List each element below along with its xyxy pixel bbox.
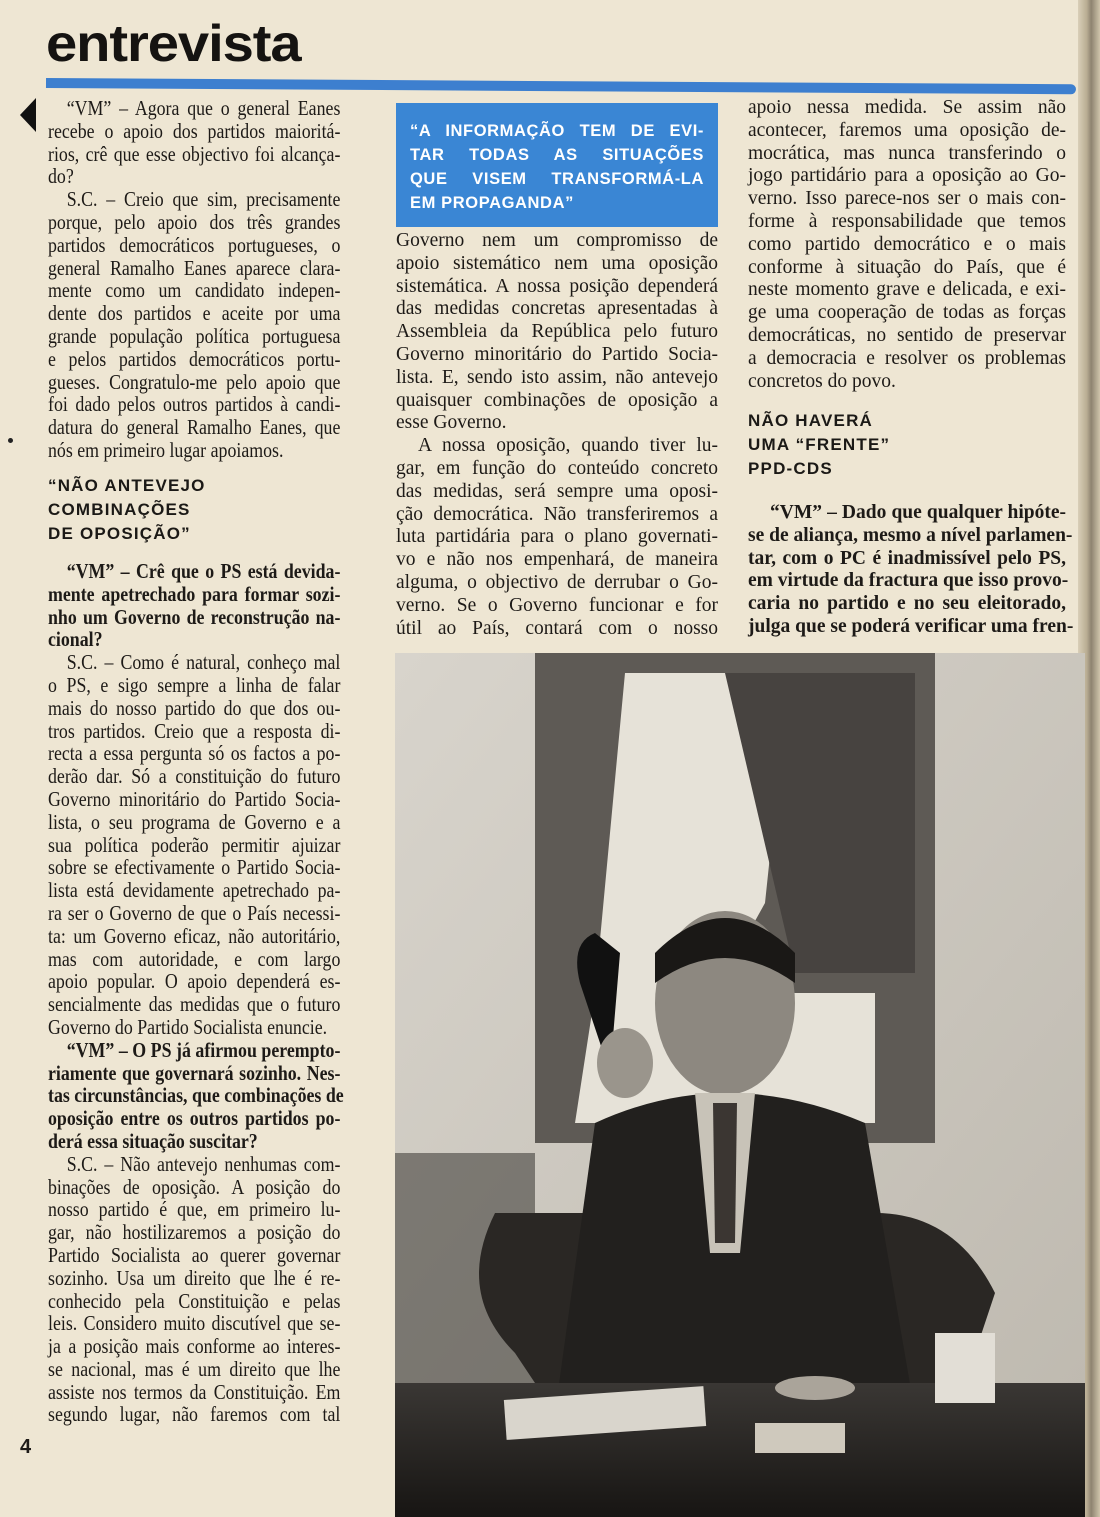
- text-line: S.C. – Não antevejo nenhumas com-: [66, 1151, 341, 1176]
- blue-rule: [46, 78, 1076, 94]
- text-line: útil ao País, contará com o nosso: [396, 617, 718, 639]
- text-line: cional?: [48, 627, 103, 652]
- text-line: rios, crê que esse objectivo foi alcança-: [48, 141, 341, 166]
- paragraph: [48, 651, 340, 1039]
- text-line: concretos do povo.: [748, 370, 896, 392]
- page-number: 4: [20, 1436, 32, 1458]
- section-title: entrevista: [46, 15, 301, 73]
- text-line: verno. Se o Governo funcionar e for: [396, 594, 718, 616]
- heading-line: COMBINAÇÕES: [48, 500, 191, 519]
- text-line: verno. Isso parece-nos ser o mais con-: [748, 188, 1066, 210]
- text-line: sua política poderão permitir ajuizar: [48, 832, 341, 857]
- paragraph: [48, 97, 340, 188]
- text-line: binações de oposição. A posição do: [48, 1174, 341, 1199]
- text-line: general Ramalho Eanes aparece clara-: [48, 255, 341, 280]
- text-line: sistemática. A nossa posição dependerá: [396, 275, 718, 297]
- photo-man-on-telephone: [395, 653, 1085, 1517]
- text-line: derá essa situação suscitar?: [48, 1128, 258, 1153]
- text-line: apoio popular. O apoio dependerá es-: [48, 969, 341, 994]
- text-line: mente como um candidato indepen-: [48, 278, 341, 303]
- text-line: conforme à situação do País, que é: [748, 256, 1066, 278]
- text-line: “VM” – O PS já afirmou perempto-: [66, 1037, 341, 1062]
- text-line: datura do general Ramalho Eanes, que: [48, 415, 341, 440]
- text-line: S.C. – Creio que sim, precisamente: [66, 187, 341, 212]
- paragraph: [48, 1153, 340, 1427]
- text-line: caria no partido e no seu eleitorado,: [748, 593, 1066, 615]
- text-line: lista. E, sendo isto assim, não antevejo: [396, 366, 718, 388]
- text-line: das medidas, será sempre uma oposi-: [396, 480, 718, 502]
- heading-line: NÃO HAVERÁ: [748, 411, 874, 430]
- text-line: conhecido pela Constituição e pelas: [48, 1288, 341, 1313]
- text-line: “VM” – Agora que o general Eanes: [66, 96, 341, 120]
- pull-quote-box: [396, 103, 718, 227]
- text-line: sobre se efectivamente o Partido Socia-: [48, 855, 341, 880]
- interviewer-question: [48, 560, 340, 651]
- text-line: S.C. – Como é natural, conheço mal: [66, 650, 341, 675]
- text-line: Assembleia da República pelo futuro: [396, 321, 718, 343]
- pull-quote-line: “A INFORMAÇÃO TEM DE EVI-: [410, 122, 704, 140]
- text-line: ção democrática. Não transferiremos a: [396, 503, 718, 525]
- text-line: lista, o seu programa de Governo e a: [48, 809, 341, 834]
- text-line: luta partidária para o plano governati-: [396, 526, 718, 548]
- text-line: Partido Socialista ao querer governar: [48, 1242, 341, 1267]
- text-line: mais do nosso partido do que dos ou-: [48, 695, 341, 720]
- text-line: oposição entre os outros partidos po-: [48, 1106, 341, 1131]
- text-line: apoio nessa medida. Se assim não: [748, 97, 1066, 118]
- text-line: e pelos partidos democráticos portu-: [48, 346, 341, 371]
- text-line: julga que se poderá verificar uma fren-: [748, 615, 1074, 637]
- text-line: ta: um Governo eficaz, não autoritário,: [48, 923, 341, 948]
- margin-dot: [8, 438, 13, 443]
- text-line: mocrática, mas nunca transferindo o: [748, 142, 1066, 164]
- text-line: riamente que governará sozinho. Nes-: [48, 1060, 341, 1085]
- text-line: se nacional, mas é um direito que lhe: [48, 1356, 341, 1381]
- paragraph: [748, 97, 1066, 393]
- paragraph: [396, 230, 718, 435]
- text-line: grande população política portuguesa: [48, 323, 341, 348]
- text-line: tar, com o PC é inadmissível pelo PS,: [748, 547, 1066, 569]
- text-line: gar, em função do conteúdo concreto: [396, 457, 718, 479]
- text-line: recta a essa pergunta só os factos a po-: [48, 741, 341, 766]
- text-line: neste momento grave e delicada, e exi-: [748, 279, 1066, 301]
- text-line: Governo nem um compromisso de: [396, 230, 718, 251]
- heading-line: DE OPOSIÇÃO”: [48, 524, 191, 543]
- column-2: [396, 230, 718, 640]
- text-line: ra ser o Governo de que o País necessi-: [48, 900, 341, 925]
- text-line: Governo minoritário do Partido Socia-: [48, 786, 341, 811]
- text-line: “VM” – Crê que o PS está devida-: [66, 559, 341, 583]
- text-line: o PS, e sigo sempre a linha de falar: [48, 672, 341, 697]
- text-line: gar, não hostilizaremos a posição do: [48, 1220, 341, 1245]
- text-line: acontecer, faremos uma oposição de-: [748, 119, 1066, 141]
- text-line: apoio sistemático nem uma oposição: [396, 252, 718, 274]
- heading-line: UMA “FRENTE”: [748, 435, 891, 454]
- paragraph: [48, 188, 340, 462]
- text-line: sencialmente das medidas que o futuro: [48, 992, 341, 1017]
- text-line: nho um Governo de reconstrução na-: [48, 604, 341, 629]
- text-line: ja a posição mais conforme ao interes-: [48, 1334, 341, 1359]
- text-line: esse Governo.: [396, 412, 507, 434]
- text-line: vo e não nos empenhará, de maneira: [396, 549, 718, 571]
- text-line: a democracia e resolver os problemas: [748, 347, 1066, 369]
- arrow-left-icon: [20, 98, 36, 132]
- text-line: recebe o apoio dos partidos maioritá-: [48, 118, 341, 143]
- text-line: Governo do Partido Socialista enuncie.: [48, 1014, 328, 1039]
- text-line: se de aliança, mesmo a nível parlamen-: [748, 524, 1073, 546]
- subheading-frente: [748, 409, 890, 481]
- text-line: mente apetrechado para formar sozi-: [48, 581, 341, 606]
- text-line: tros partidos. Creio que a resposta di-: [48, 718, 341, 743]
- text-line: alguma, o objectivo de derrubar o Go-: [396, 571, 718, 593]
- text-line: jogo partidário para a oposição ao Go-: [748, 165, 1066, 187]
- subheading-nao-antevejo: [48, 474, 206, 546]
- text-line: democráticas, no sentido de preservar: [748, 324, 1066, 346]
- text-line: mas com autoridade, e com largo: [48, 946, 341, 971]
- text-line: porque, pelo apoio dos três grandes: [48, 209, 341, 234]
- column-3-top: [748, 97, 1066, 393]
- column-1-bottom: [48, 559, 344, 1427]
- text-line: nós em primeiro lugar apoiamos.: [48, 437, 284, 462]
- text-line: derão dar. Só a constituição do futuro: [48, 764, 341, 789]
- text-line: A nossa oposição, quando tiver lu-: [418, 435, 718, 457]
- text-line: “VM” – Dado que qualquer hipóte-: [770, 502, 1066, 523]
- text-line: lista está devidamente apetrechado pa-: [48, 878, 341, 903]
- text-line: leis. Considero muito discutível que se-: [48, 1311, 341, 1336]
- text-line: do?: [48, 164, 74, 189]
- text-line: segundo lugar, não faremos com tal: [48, 1402, 341, 1427]
- text-line: em virtude da fractura que isso provo-: [748, 570, 1069, 592]
- interviewer-question: [48, 1037, 344, 1153]
- column-1-top: [48, 97, 340, 462]
- text-line: quaisquer combinações de oposição a: [396, 389, 718, 411]
- heading-line: “NÃO ANTEVEJO: [48, 476, 206, 495]
- text-line: sozinho. Usa um direito que lhe é re-: [48, 1265, 341, 1290]
- text-line: nosso partido é que, em primeiro lu-: [48, 1197, 341, 1222]
- pull-quote-line: EM PROPAGANDA”: [410, 194, 574, 212]
- text-line: foi dado pelos outros partidos à candi-: [48, 392, 341, 417]
- text-line: tas circunstâncias, que combinações de: [48, 1083, 344, 1108]
- text-line: das medidas concretas apresentadas à: [396, 298, 718, 320]
- text-line: forme à responsabilidade que temos: [748, 210, 1066, 232]
- pull-quote-line: TAR TODAS AS SITUAÇÕES: [410, 146, 704, 164]
- text-line: ge uma cooperação de todas as forças: [748, 302, 1066, 324]
- column-3-bottom: [748, 502, 1074, 639]
- interviewer-question: [748, 502, 1074, 639]
- heading-line: PPD-CDS: [748, 459, 833, 478]
- text-line: dente dos partidos e aceite por uma: [48, 301, 341, 326]
- paragraph: [396, 435, 718, 640]
- text-line: partidos democráticos portugueses, o: [48, 232, 341, 257]
- text-line: gueses. Congratulo-me pelo apoio que: [48, 369, 341, 394]
- text-line: assiste nos termos da Constituição. Em: [48, 1379, 341, 1404]
- text-line: como partido democrático e o mais: [748, 233, 1066, 255]
- text-line: Governo minoritário do Partido Socia-: [396, 343, 718, 365]
- pull-quote-line: QUE VISEM TRANSFORMÁ-LA: [410, 170, 704, 188]
